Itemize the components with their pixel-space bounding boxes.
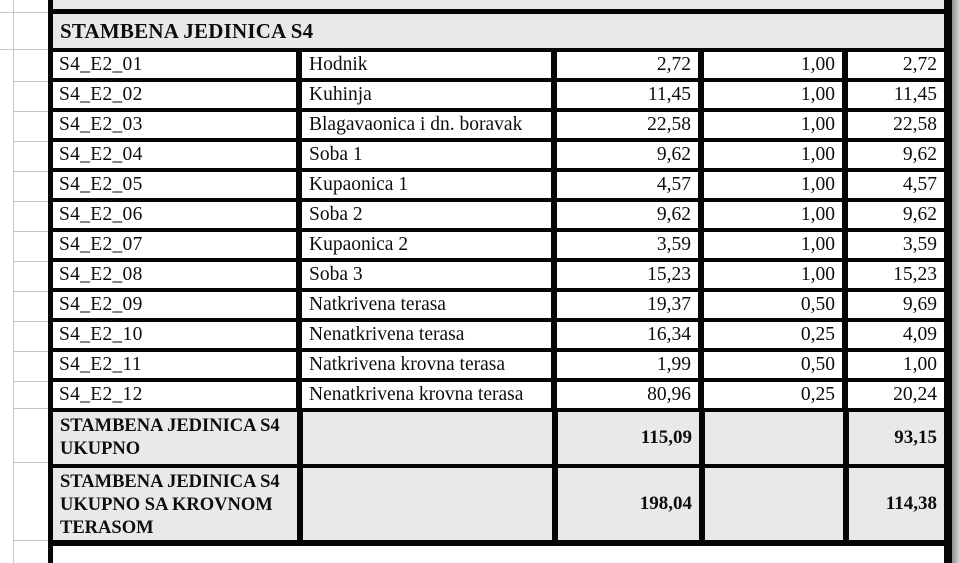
page-edge bbox=[952, 0, 960, 563]
reduced-area-total-cell: 93,15 bbox=[894, 427, 937, 448]
coefficient-cell: 0,25 bbox=[704, 382, 848, 408]
table-row bbox=[53, 82, 944, 112]
reduced-area-cell: 11,45 bbox=[893, 84, 937, 105]
gutter-line bbox=[13, 540, 48, 541]
unit-code-cell: S4_E2_08 bbox=[53, 262, 302, 288]
room-name-cell: Kupaonica 1 bbox=[302, 172, 557, 198]
coefficient-cell: 1,00 bbox=[704, 172, 848, 198]
reduced-area-cell: 4,57 bbox=[902, 174, 937, 195]
coefficient-cell: 1,00 bbox=[704, 202, 848, 228]
area-table bbox=[48, 0, 952, 563]
reduced-area-cell: 9,62 bbox=[902, 144, 937, 165]
area-cell: 11,45 bbox=[557, 82, 704, 108]
section-header-row bbox=[53, 14, 944, 52]
table-row bbox=[53, 262, 944, 292]
section-header-label: STAMBENA JEDINICA S4 bbox=[60, 18, 314, 43]
area-total-cell: 115,09 bbox=[558, 412, 705, 464]
summary-label-line: UKUPNO bbox=[60, 439, 141, 459]
coefficient-cell: 0,50 bbox=[704, 292, 848, 318]
coefficient-cell: 1,00 bbox=[704, 142, 848, 168]
table-row bbox=[53, 202, 944, 232]
gutter-line bbox=[13, 261, 48, 262]
unit-code-cell: S4_E2_03 bbox=[53, 112, 302, 138]
reduced-area-cell: 22,58 bbox=[893, 114, 937, 135]
reduced-area-cell: 2,72 bbox=[902, 54, 937, 75]
gutter-line bbox=[13, 291, 48, 292]
reduced-area-cell: 15,23 bbox=[893, 264, 937, 285]
coefficient-cell bbox=[705, 412, 849, 464]
table-row bbox=[53, 112, 944, 142]
gutter-vertical-line bbox=[13, 0, 14, 563]
gutter-line bbox=[13, 141, 48, 142]
coefficient-cell: 1,00 bbox=[704, 82, 848, 108]
gutter-line bbox=[0, 49, 48, 50]
coefficient-cell: 1,00 bbox=[704, 52, 848, 78]
summary-label-line: TERASOM bbox=[60, 518, 154, 538]
coefficient-cell: 0,25 bbox=[704, 322, 848, 348]
summary-label-line: STAMBENA JEDINICA S4 bbox=[60, 416, 280, 436]
unit-code-cell: S4_E2_09 bbox=[53, 292, 302, 318]
table-row bbox=[53, 322, 944, 352]
room-name-cell: Kuhinja bbox=[302, 82, 557, 108]
coefficient-cell: 0,50 bbox=[704, 352, 848, 378]
reduced-area-total-cell: 114,38 bbox=[885, 493, 937, 514]
coefficient-cell: 1,00 bbox=[704, 262, 848, 288]
area-cell: 2,72 bbox=[557, 52, 704, 78]
unit-code-cell: S4_E2_06 bbox=[53, 202, 302, 228]
table-row bbox=[53, 142, 944, 172]
gutter-line bbox=[13, 408, 48, 409]
reduced-area-cell: 1,00 bbox=[902, 354, 937, 375]
unit-code-cell: S4_E2_11 bbox=[53, 352, 302, 378]
summary-label-cell bbox=[53, 468, 303, 540]
coefficient-cell: 1,00 bbox=[704, 232, 848, 258]
area-cell: 9,62 bbox=[557, 142, 704, 168]
gutter-line bbox=[13, 351, 48, 352]
room-name-cell: Soba 1 bbox=[302, 142, 557, 168]
gutter-line bbox=[0, 12, 48, 13]
unit-code-cell: S4_E2_10 bbox=[53, 322, 302, 348]
gutter-line bbox=[13, 381, 48, 382]
table-row-partial-bottom bbox=[53, 546, 944, 563]
summary-label-line: UKUPNO SA KROVNOM bbox=[60, 495, 273, 515]
gutter-line bbox=[13, 462, 48, 463]
table-row bbox=[53, 232, 944, 262]
room-name-cell: Nenatkrivena terasa bbox=[302, 322, 557, 348]
unit-code-cell: S4_E2_05 bbox=[53, 172, 302, 198]
table-row bbox=[53, 352, 944, 382]
room-name-cell: Nenatkrivena krovna terasa bbox=[302, 382, 557, 408]
area-cell: 9,62 bbox=[557, 202, 704, 228]
gutter-line bbox=[13, 321, 48, 322]
reduced-area-cell: 3,59 bbox=[902, 234, 937, 255]
gutter-line bbox=[13, 201, 48, 202]
gutter-line bbox=[13, 81, 48, 82]
area-cell: 16,34 bbox=[557, 322, 704, 348]
unit-code-cell: S4_E2_01 bbox=[53, 52, 302, 78]
area-cell: 3,59 bbox=[557, 232, 704, 258]
table-row-partial-top bbox=[53, 0, 944, 14]
empty-cell bbox=[303, 468, 558, 540]
coefficient-cell: 1,00 bbox=[704, 112, 848, 138]
summary-row-total-with-roof-terrace bbox=[53, 468, 944, 546]
room-name-cell: Blagavaonica i dn. boravak bbox=[302, 112, 557, 138]
coefficient-cell bbox=[705, 468, 849, 540]
reduced-area-cell: 20,24 bbox=[893, 384, 937, 405]
reduced-area-cell: 4,09 bbox=[902, 324, 937, 345]
area-cell: 1,99 bbox=[557, 352, 704, 378]
room-name-cell: Natkrivena krovna terasa bbox=[302, 352, 557, 378]
room-name-cell: Soba 3 bbox=[302, 262, 557, 288]
area-total-cell: 198,04 bbox=[558, 468, 705, 540]
gutter-line bbox=[13, 231, 48, 232]
area-cell: 22,58 bbox=[557, 112, 704, 138]
area-cell: 19,37 bbox=[557, 292, 704, 318]
summary-row-total bbox=[53, 412, 944, 468]
area-cell: 80,96 bbox=[557, 382, 704, 408]
room-name-cell: Hodnik bbox=[302, 52, 557, 78]
room-name-cell: Soba 2 bbox=[302, 202, 557, 228]
room-name-cell: Kupaonica 2 bbox=[302, 232, 557, 258]
summary-label-cell bbox=[53, 412, 303, 464]
table-row bbox=[53, 52, 944, 82]
table-row bbox=[53, 172, 944, 202]
unit-code-cell: S4_E2_02 bbox=[53, 82, 302, 108]
unit-code-cell: S4_E2_04 bbox=[53, 142, 302, 168]
gutter-line bbox=[13, 171, 48, 172]
table-row bbox=[53, 382, 944, 412]
reduced-area-cell: 9,69 bbox=[902, 294, 937, 315]
room-name-cell: Natkrivena terasa bbox=[302, 292, 557, 318]
gutter-line bbox=[13, 111, 48, 112]
empty-cell bbox=[303, 412, 558, 464]
reduced-area-cell: 9,62 bbox=[902, 204, 937, 225]
unit-code-cell: S4_E2_07 bbox=[53, 232, 302, 258]
unit-code-cell: S4_E2_12 bbox=[53, 382, 302, 408]
area-cell: 4,57 bbox=[557, 172, 704, 198]
area-cell: 15,23 bbox=[557, 262, 704, 288]
table-row bbox=[53, 292, 944, 322]
summary-label-line: STAMBENA JEDINICA S4 bbox=[60, 472, 280, 492]
